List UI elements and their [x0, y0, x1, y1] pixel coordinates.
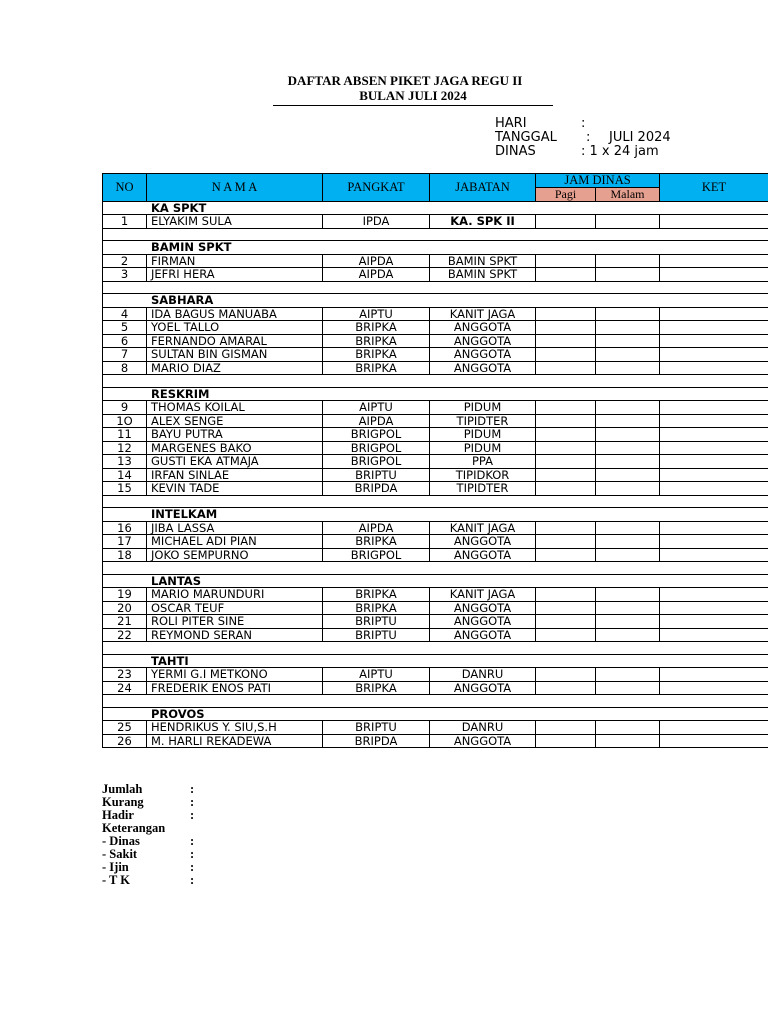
- document-subtitle: BULAN JULI 2024: [273, 88, 553, 106]
- hari-sep: :: [581, 116, 586, 131]
- cell-nama: BAYU PUTRA: [147, 428, 323, 442]
- cell-ket: [660, 254, 768, 268]
- cell-malam: [596, 721, 660, 735]
- table-row: [103, 628, 768, 642]
- cell-jabatan: PIDUM: [430, 441, 536, 455]
- cell-malam: [596, 601, 660, 615]
- section-row: [103, 201, 768, 215]
- cell-pagi: [536, 361, 596, 375]
- summary-label: - Ijin: [102, 860, 129, 874]
- cell-pagi: [536, 334, 596, 348]
- summary-sep: :: [190, 847, 195, 861]
- table-row: [103, 721, 768, 735]
- table-row: [103, 521, 768, 535]
- dinas-label: DINAS: [495, 144, 536, 159]
- table-row: [103, 254, 768, 268]
- cell-pagi: [536, 601, 596, 615]
- cell-nama: ALEX SENGE: [147, 414, 323, 428]
- cell-ket: [660, 615, 768, 629]
- cell-jabatan: ANGGOTA: [430, 628, 536, 642]
- cell-jabatan: KANIT JAGA: [430, 307, 536, 321]
- spacer-cell: [103, 642, 768, 655]
- summary-sep: :: [190, 873, 195, 887]
- header-no: NO: [103, 174, 147, 202]
- cell-jabatan: ANGGOTA: [430, 734, 536, 748]
- cell-pagi: [536, 428, 596, 442]
- cell-nama: REYMOND SERAN: [147, 628, 323, 642]
- cell-no: 25: [103, 721, 147, 735]
- cell-ket: [660, 455, 768, 469]
- cell-pangkat: BRIPKA: [323, 535, 430, 549]
- cell-pagi: [536, 588, 596, 602]
- cell-pangkat: BRIPKA: [323, 361, 430, 375]
- table-row: [103, 482, 768, 496]
- spacer-cell: [103, 495, 768, 508]
- cell-pangkat: AIPDA: [323, 254, 430, 268]
- cell-malam: [596, 681, 660, 695]
- table-row: [103, 215, 768, 229]
- cell-malam: [596, 628, 660, 642]
- cell-jabatan: PPA: [430, 455, 536, 469]
- cell-no: 9: [103, 401, 147, 415]
- cell-malam: [596, 482, 660, 496]
- cell-pagi: [536, 521, 596, 535]
- cell-ket: [660, 548, 768, 562]
- header-pangkat: PANGKAT: [323, 174, 430, 202]
- section-row: [103, 294, 768, 308]
- cell-nama: OSCAR TEUF: [147, 601, 323, 615]
- cell-no: 17: [103, 535, 147, 549]
- cell-jabatan: PIDUM: [430, 401, 536, 415]
- summary-label: Jumlah: [102, 782, 143, 796]
- cell-ket: [660, 468, 768, 482]
- spacer-row: [103, 495, 768, 508]
- cell-no: 2: [103, 254, 147, 268]
- cell-pagi: [536, 535, 596, 549]
- cell-pangkat: AIPDA: [323, 414, 430, 428]
- cell-jabatan: TIPIDTER: [430, 482, 536, 496]
- cell-no: 8: [103, 361, 147, 375]
- header-malam: Malam: [596, 187, 660, 201]
- summary-label: - Sakit: [102, 847, 138, 861]
- cell-jabatan: ANGGOTA: [430, 615, 536, 629]
- cell-jabatan: DANRU: [430, 668, 536, 682]
- cell-nama: MARGENES BAKO: [147, 441, 323, 455]
- section-row: [103, 241, 768, 255]
- cell-ket: [660, 681, 768, 695]
- table-row: [103, 441, 768, 455]
- cell-nama: IDA BAGUS MANUABA: [147, 307, 323, 321]
- cell-nama: YOEL TALLO: [147, 321, 323, 335]
- cell-jabatan: KANIT JAGA: [430, 588, 536, 602]
- cell-ket: [660, 428, 768, 442]
- cell-malam: [596, 361, 660, 375]
- table-row: [103, 321, 768, 335]
- cell-pangkat: BRIGPOL: [323, 428, 430, 442]
- table-row: [103, 428, 768, 442]
- cell-pagi: [536, 721, 596, 735]
- cell-pangkat: BRIGPOL: [323, 441, 430, 455]
- cell-pagi: [536, 348, 596, 362]
- cell-no: 7: [103, 348, 147, 362]
- cell-pangkat: BRIPTU: [323, 628, 430, 642]
- spacer-cell: [103, 281, 768, 294]
- cell-pangkat: BRIPKA: [323, 601, 430, 615]
- cell-jabatan: ANGGOTA: [430, 361, 536, 375]
- table-row: [103, 414, 768, 428]
- cell-nama: JOKO SEMPURNO: [147, 548, 323, 562]
- cell-pangkat: BRIPKA: [323, 321, 430, 335]
- section-row: [103, 508, 768, 522]
- cell-pagi: [536, 468, 596, 482]
- cell-nama: YERMI G.I METKONO: [147, 668, 323, 682]
- cell-no: 21: [103, 615, 147, 629]
- summary-label: Hadir: [102, 808, 134, 822]
- cell-ket: [660, 401, 768, 415]
- spacer-row: [103, 281, 768, 294]
- cell-pagi: [536, 401, 596, 415]
- cell-no: 14: [103, 468, 147, 482]
- table-row: [103, 615, 768, 629]
- cell-nama: JEFRI HERA: [147, 268, 323, 282]
- cell-pangkat: IPDA: [323, 215, 430, 229]
- cell-no: 24: [103, 681, 147, 695]
- cell-jabatan: ANGGOTA: [430, 348, 536, 362]
- header-ket: KET: [660, 174, 768, 202]
- cell-pagi: [536, 668, 596, 682]
- cell-no: 20: [103, 601, 147, 615]
- summary-sep: :: [190, 860, 195, 874]
- cell-ket: [660, 482, 768, 496]
- cell-ket: [660, 628, 768, 642]
- cell-pangkat: BRIPKA: [323, 681, 430, 695]
- summary-label: - Dinas: [102, 834, 140, 848]
- cell-malam: [596, 521, 660, 535]
- summary-sep: :: [190, 782, 195, 796]
- cell-ket: [660, 307, 768, 321]
- cell-jabatan: ANGGOTA: [430, 681, 536, 695]
- table-row: [103, 348, 768, 362]
- dinas-value: : 1 x 24 jam: [581, 144, 659, 159]
- table-row: [103, 601, 768, 615]
- spacer-cell: [103, 375, 768, 388]
- cell-nama: FERNANDO AMARAL: [147, 334, 323, 348]
- summary-label: Kurang: [102, 795, 144, 809]
- cell-malam: [596, 615, 660, 629]
- section-heading: BAMIN SPKT: [103, 241, 768, 255]
- cell-ket: [660, 361, 768, 375]
- cell-malam: [596, 548, 660, 562]
- cell-no: 5: [103, 321, 147, 335]
- cell-jabatan: KANIT JAGA: [430, 521, 536, 535]
- cell-nama: JIBA LASSA: [147, 521, 323, 535]
- cell-malam: [596, 441, 660, 455]
- cell-no: 15: [103, 482, 147, 496]
- cell-no: 16: [103, 521, 147, 535]
- cell-pangkat: BRIPTU: [323, 468, 430, 482]
- section-heading: SABHARA: [103, 294, 768, 308]
- table-row: [103, 548, 768, 562]
- cell-ket: [660, 348, 768, 362]
- cell-no: 22: [103, 628, 147, 642]
- header-jabatan: JABATAN: [430, 174, 536, 202]
- cell-pagi: [536, 628, 596, 642]
- cell-ket: [660, 601, 768, 615]
- cell-nama: MARIO MARUNDURI: [147, 588, 323, 602]
- attendance-table: [102, 173, 768, 748]
- cell-pagi: [536, 681, 596, 695]
- header-jam-dinas: JAM DINAS: [536, 174, 660, 188]
- cell-malam: [596, 455, 660, 469]
- cell-ket: [660, 334, 768, 348]
- cell-pangkat: AIPTU: [323, 307, 430, 321]
- cell-jabatan: DANRU: [430, 721, 536, 735]
- tanggal-label: TANGGAL: [495, 130, 557, 145]
- cell-pangkat: BRIGPOL: [323, 548, 430, 562]
- header-nama: N A M A: [147, 174, 323, 202]
- table-row: [103, 307, 768, 321]
- cell-nama: IRFAN SINLAE: [147, 468, 323, 482]
- attendance-body: [103, 201, 768, 748]
- table-row: [103, 268, 768, 282]
- cell-pangkat: BRIPTU: [323, 721, 430, 735]
- table-row: [103, 468, 768, 482]
- summary-label: Keterangan: [102, 821, 166, 835]
- section-row: [103, 707, 768, 721]
- cell-ket: [660, 721, 768, 735]
- cell-jabatan: BAMIN SPKT: [430, 254, 536, 268]
- cell-jabatan: TIPIDTER: [430, 414, 536, 428]
- cell-jabatan: TIPIDKOR: [430, 468, 536, 482]
- cell-pagi: [536, 615, 596, 629]
- cell-pagi: [536, 414, 596, 428]
- cell-malam: [596, 334, 660, 348]
- cell-pangkat: BRIPDA: [323, 482, 430, 496]
- section-row: [103, 387, 768, 401]
- cell-pangkat: BRIGPOL: [323, 455, 430, 469]
- cell-no: 6: [103, 334, 147, 348]
- cell-pangkat: BRIPTU: [323, 615, 430, 629]
- spacer-row: [103, 228, 768, 241]
- cell-jabatan: KA. SPK II: [430, 215, 536, 229]
- cell-nama: KEVIN TADE: [147, 482, 323, 496]
- cell-no: 1O: [103, 414, 147, 428]
- cell-malam: [596, 321, 660, 335]
- cell-malam: [596, 668, 660, 682]
- tanggal-sep: :: [586, 130, 591, 145]
- cell-pagi: [536, 455, 596, 469]
- cell-pagi: [536, 734, 596, 748]
- spacer-row: [103, 642, 768, 655]
- table-row: [103, 401, 768, 415]
- cell-pangkat: BRIPDA: [323, 734, 430, 748]
- section-heading: RESKRIM: [103, 387, 768, 401]
- spacer-cell: [103, 228, 768, 241]
- cell-pangkat: BRIPKA: [323, 348, 430, 362]
- cell-ket: [660, 535, 768, 549]
- section-heading: KA SPKT: [103, 201, 768, 215]
- cell-ket: [660, 588, 768, 602]
- cell-ket: [660, 268, 768, 282]
- cell-pangkat: AIPDA: [323, 521, 430, 535]
- tanggal-value: JULI 2024: [609, 130, 671, 145]
- cell-malam: [596, 215, 660, 229]
- cell-nama: MARIO DIAZ: [147, 361, 323, 375]
- cell-jabatan: ANGGOTA: [430, 334, 536, 348]
- table-row: [103, 668, 768, 682]
- cell-ket: [660, 521, 768, 535]
- cell-no: 26: [103, 734, 147, 748]
- cell-nama: SULTAN BIN GISMAN: [147, 348, 323, 362]
- cell-malam: [596, 268, 660, 282]
- section-heading: INTELKAM: [103, 508, 768, 522]
- cell-nama: ELYAKIM SULA: [147, 215, 323, 229]
- cell-malam: [596, 348, 660, 362]
- cell-malam: [596, 414, 660, 428]
- table-row: [103, 734, 768, 748]
- cell-ket: [660, 321, 768, 335]
- document-title: DAFTAR ABSEN PIKET JAGA REGU II: [287, 73, 523, 88]
- summary-sep: :: [190, 834, 195, 848]
- cell-no: 1: [103, 215, 147, 229]
- spacer-row: [103, 562, 768, 575]
- cell-ket: [660, 668, 768, 682]
- cell-nama: MICHAEL ADI PIAN: [147, 535, 323, 549]
- summary-label: - T K: [102, 873, 131, 887]
- cell-malam: [596, 535, 660, 549]
- cell-nama: FIRMAN: [147, 254, 323, 268]
- cell-no: 13: [103, 455, 147, 469]
- cell-pangkat: AIPTU: [323, 401, 430, 415]
- cell-jabatan: ANGGOTA: [430, 548, 536, 562]
- cell-pagi: [536, 215, 596, 229]
- section-heading: LANTAS: [103, 574, 768, 588]
- cell-nama: M. HARLI REKADEWA: [147, 734, 323, 748]
- table-row: [103, 455, 768, 469]
- cell-pangkat: AIPDA: [323, 268, 430, 282]
- cell-jabatan: ANGGOTA: [430, 321, 536, 335]
- section-row: [103, 654, 768, 668]
- cell-malam: [596, 401, 660, 415]
- spacer-cell: [103, 695, 768, 708]
- cell-jabatan: ANGGOTA: [430, 601, 536, 615]
- cell-nama: GUSTI EKA ATMAJA: [147, 455, 323, 469]
- cell-nama: FREDERIK ENOS PATI: [147, 681, 323, 695]
- cell-pagi: [536, 268, 596, 282]
- cell-pagi: [536, 307, 596, 321]
- hari-label: HARI: [495, 116, 527, 131]
- cell-pagi: [536, 254, 596, 268]
- cell-malam: [596, 734, 660, 748]
- cell-ket: [660, 734, 768, 748]
- spacer-row: [103, 695, 768, 708]
- section-heading: PROVOS: [103, 707, 768, 721]
- cell-no: 23: [103, 668, 147, 682]
- cell-no: 4: [103, 307, 147, 321]
- cell-pagi: [536, 482, 596, 496]
- cell-malam: [596, 468, 660, 482]
- cell-ket: [660, 441, 768, 455]
- cell-no: 18: [103, 548, 147, 562]
- cell-jabatan: BAMIN SPKT: [430, 268, 536, 282]
- cell-nama: THOMAS KOILAL: [147, 401, 323, 415]
- cell-malam: [596, 307, 660, 321]
- cell-ket: [660, 414, 768, 428]
- summary-sep: :: [190, 808, 195, 822]
- section-row: [103, 574, 768, 588]
- cell-nama: ROLI PITER SINE: [147, 615, 323, 629]
- spacer-row: [103, 375, 768, 388]
- cell-jabatan: PIDUM: [430, 428, 536, 442]
- cell-pagi: [536, 548, 596, 562]
- cell-pangkat: BRIPKA: [323, 588, 430, 602]
- cell-no: 3: [103, 268, 147, 282]
- cell-pangkat: AIPTU: [323, 668, 430, 682]
- cell-pagi: [536, 441, 596, 455]
- summary-sep: :: [190, 795, 195, 809]
- cell-no: 11: [103, 428, 147, 442]
- cell-malam: [596, 428, 660, 442]
- cell-pangkat: BRIPKA: [323, 334, 430, 348]
- table-row: [103, 588, 768, 602]
- cell-malam: [596, 254, 660, 268]
- cell-no: 12: [103, 441, 147, 455]
- table-row: [103, 334, 768, 348]
- table-row: [103, 681, 768, 695]
- section-heading: TAHTI: [103, 654, 768, 668]
- cell-jabatan: ANGGOTA: [430, 535, 536, 549]
- spacer-cell: [103, 562, 768, 575]
- cell-malam: [596, 588, 660, 602]
- cell-ket: [660, 215, 768, 229]
- cell-pagi: [536, 321, 596, 335]
- cell-nama: HENDRIKUS Y. SIU,S.H: [147, 721, 323, 735]
- cell-no: 19: [103, 588, 147, 602]
- table-row: [103, 535, 768, 549]
- header-pagi: Pagi: [536, 187, 596, 201]
- table-row: [103, 361, 768, 375]
